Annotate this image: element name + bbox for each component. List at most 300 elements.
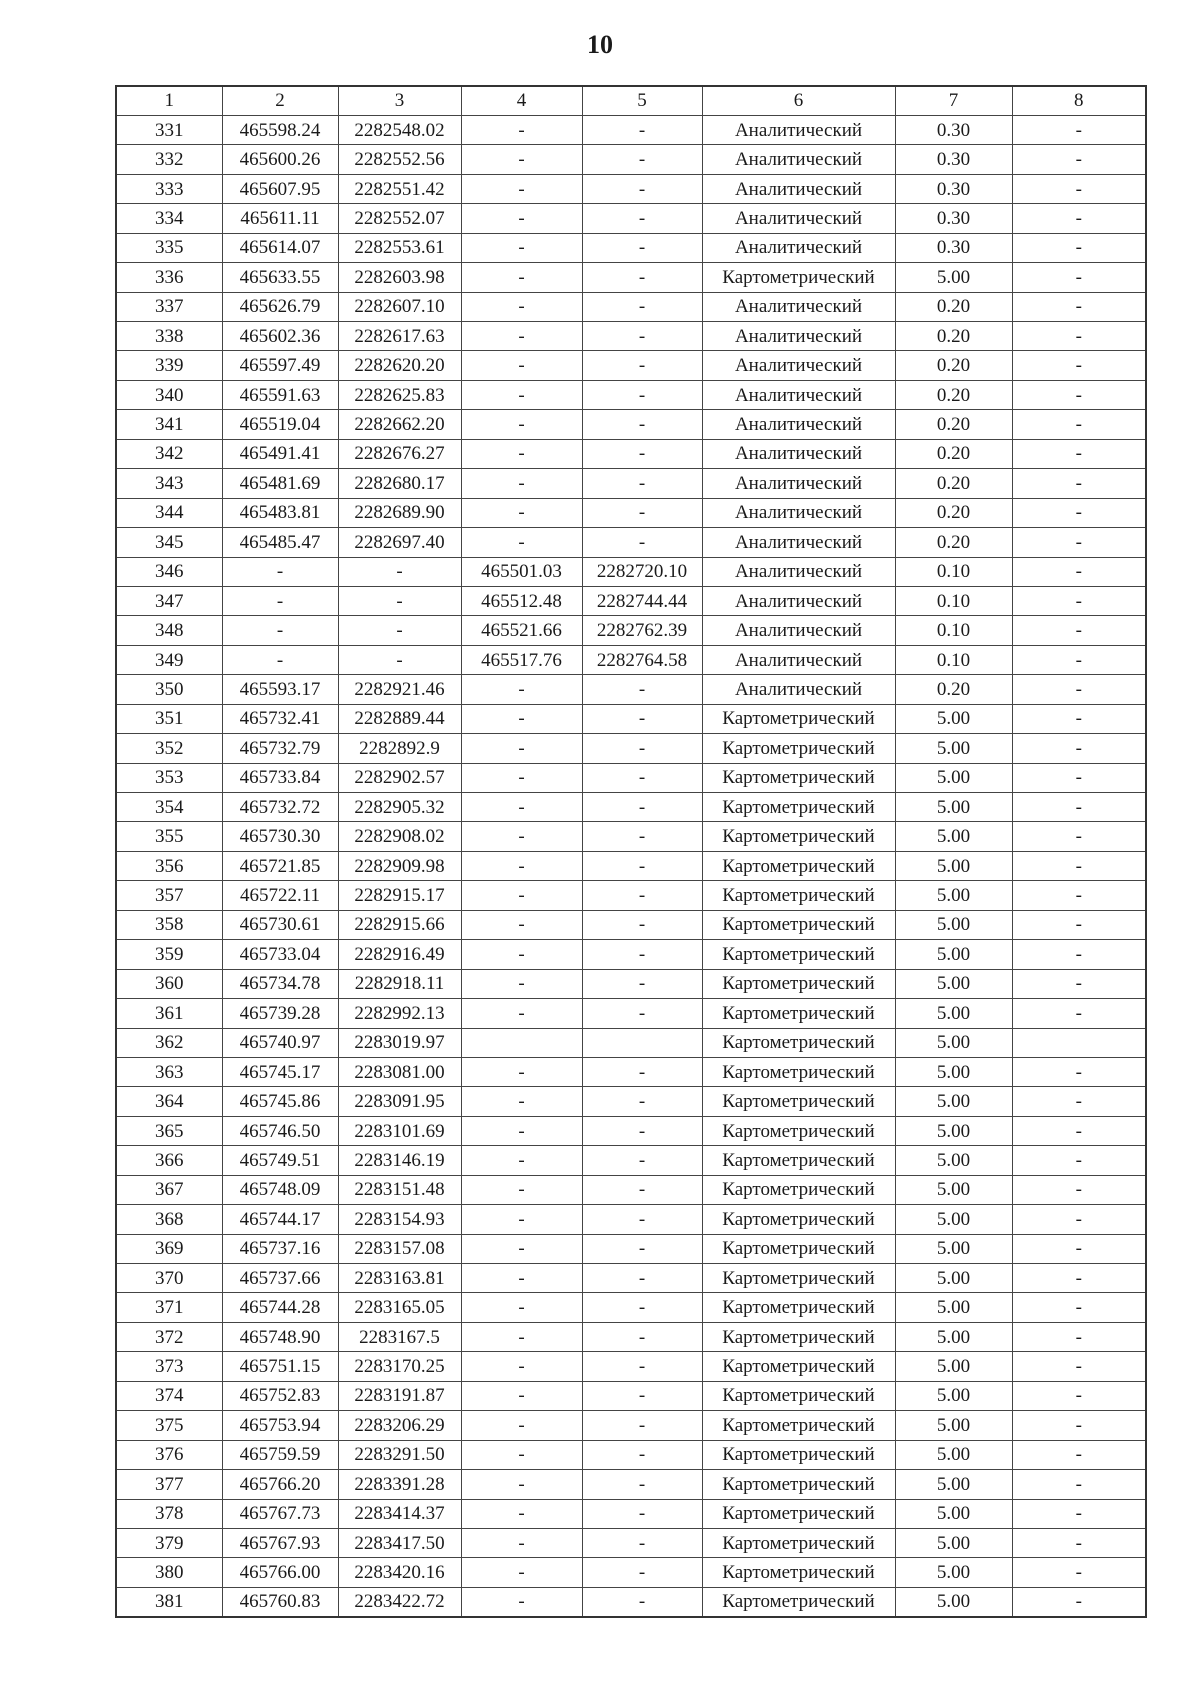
table-cell: 465732.79 [222, 734, 338, 763]
table-cell: 2283420.16 [338, 1558, 461, 1587]
table-cell: - [222, 645, 338, 674]
table-row [116, 822, 1146, 851]
table-cell: - [1012, 528, 1146, 557]
table-cell: - [582, 1528, 702, 1557]
table-cell: 0.30 [895, 115, 1012, 144]
table-row [116, 940, 1146, 969]
table-cell: - [582, 1470, 702, 1499]
table-cell: Аналитический [702, 380, 895, 409]
table-cell: 0.20 [895, 351, 1012, 380]
table-row [116, 1146, 1146, 1175]
table-cell: - [582, 1411, 702, 1440]
table-cell: - [1012, 763, 1146, 792]
table-cell: 465748.90 [222, 1322, 338, 1351]
table-cell: - [1012, 1528, 1146, 1557]
table-cell: 465633.55 [222, 263, 338, 292]
table-cell: - [582, 233, 702, 262]
table-cell: - [1012, 439, 1146, 468]
table-cell: 5.00 [895, 1528, 1012, 1557]
table-cell: Аналитический [702, 233, 895, 262]
table-cell: - [1012, 115, 1146, 144]
table-row [116, 528, 1146, 557]
table-cell: 5.00 [895, 1322, 1012, 1351]
table-cell: Картометрический [702, 940, 895, 969]
table-cell: 0.30 [895, 204, 1012, 233]
table-cell: - [461, 1352, 582, 1381]
table-cell: 369 [116, 1234, 222, 1263]
table-cell: 465767.73 [222, 1499, 338, 1528]
table-cell: - [582, 999, 702, 1028]
table-cell: - [582, 734, 702, 763]
table-cell: - [461, 469, 582, 498]
table-row [116, 498, 1146, 527]
table-cell: - [1012, 734, 1146, 763]
table-cell: - [461, 1322, 582, 1351]
table-cell: 0.10 [895, 557, 1012, 586]
table-cell: - [461, 439, 582, 468]
table-cell: Аналитический [702, 322, 895, 351]
table-cell: 341 [116, 410, 222, 439]
table-cell: - [461, 1558, 582, 1587]
table-cell: 2283414.37 [338, 1499, 461, 1528]
table-cell: - [1012, 204, 1146, 233]
table-row [116, 174, 1146, 203]
table-cell: - [1012, 1587, 1146, 1616]
table-row [116, 645, 1146, 674]
column-header: 4 [461, 86, 582, 115]
table-row [116, 1116, 1146, 1145]
table-cell: - [1012, 469, 1146, 498]
table-cell: 0.30 [895, 233, 1012, 262]
table-cell: 362 [116, 1028, 222, 1057]
table-cell: - [461, 1175, 582, 1204]
table-cell: 5.00 [895, 969, 1012, 998]
table-cell: - [1012, 263, 1146, 292]
table-cell: Аналитический [702, 115, 895, 144]
table-cell: - [1012, 1057, 1146, 1086]
table-cell: 372 [116, 1322, 222, 1351]
table-cell: 337 [116, 292, 222, 321]
table-cell: Аналитический [702, 439, 895, 468]
table-cell: - [1012, 793, 1146, 822]
table-cell: 349 [116, 645, 222, 674]
table-cell: - [461, 351, 582, 380]
table-cell: - [582, 1558, 702, 1587]
table-cell: 2282915.66 [338, 910, 461, 939]
table-cell: 366 [116, 1146, 222, 1175]
table-cell: - [1012, 380, 1146, 409]
table-cell: - [582, 380, 702, 409]
table-cell: 365 [116, 1116, 222, 1145]
table-header-row [116, 86, 1146, 115]
table-cell: - [461, 1470, 582, 1499]
table-cell: - [582, 292, 702, 321]
table-cell: 5.00 [895, 1293, 1012, 1322]
table-cell: - [582, 439, 702, 468]
table-cell: - [461, 763, 582, 792]
table-cell: Картометрический [702, 1322, 895, 1351]
table-row [116, 292, 1146, 321]
table-cell: 465766.20 [222, 1470, 338, 1499]
table-cell: 371 [116, 1293, 222, 1322]
table-cell: - [582, 528, 702, 557]
table-row [116, 557, 1146, 586]
table-cell: Аналитический [702, 616, 895, 645]
table-cell: 0.20 [895, 292, 1012, 321]
table-cell: 465600.26 [222, 145, 338, 174]
table-cell: 2282680.17 [338, 469, 461, 498]
table-cell: - [582, 910, 702, 939]
table-cell: 367 [116, 1175, 222, 1204]
table-cell: - [1012, 704, 1146, 733]
table-cell: Картометрический [702, 1087, 895, 1116]
table-cell: Аналитический [702, 498, 895, 527]
table-cell: 5.00 [895, 1587, 1012, 1616]
table-cell: Картометрический [702, 999, 895, 1028]
table-row [116, 969, 1146, 998]
coordinates-table-container [115, 85, 1147, 1618]
table-cell: 2283170.25 [338, 1352, 461, 1381]
table-cell: 5.00 [895, 704, 1012, 733]
table-cell: 0.20 [895, 498, 1012, 527]
table-cell: 2282902.57 [338, 763, 461, 792]
table-cell: 465737.16 [222, 1234, 338, 1263]
table-cell: - [338, 557, 461, 586]
table-cell: 465598.24 [222, 115, 338, 144]
table-cell: 352 [116, 734, 222, 763]
table-cell: - [582, 1293, 702, 1322]
table-body [116, 115, 1146, 1616]
column-header: 8 [1012, 86, 1146, 115]
table-cell: Картометрический [702, 704, 895, 733]
table-cell: 5.00 [895, 793, 1012, 822]
table-cell: 343 [116, 469, 222, 498]
table-cell: - [582, 1057, 702, 1086]
table-cell: - [461, 910, 582, 939]
table-cell: 0.20 [895, 322, 1012, 351]
table-cell: 2282918.11 [338, 969, 461, 998]
table-cell: - [1012, 1352, 1146, 1381]
table-cell: Картометрический [702, 1205, 895, 1234]
table-cell: - [1012, 1322, 1146, 1351]
table-cell: - [1012, 940, 1146, 969]
table-cell: 380 [116, 1558, 222, 1587]
table-row [116, 233, 1146, 262]
table-cell: 465614.07 [222, 233, 338, 262]
table-cell: - [461, 174, 582, 203]
table-cell: 363 [116, 1057, 222, 1086]
table-cell: - [1012, 322, 1146, 351]
table-row [116, 1264, 1146, 1293]
table-cell: - [1012, 1411, 1146, 1440]
table-cell: 465752.83 [222, 1381, 338, 1410]
table-cell: - [461, 1234, 582, 1263]
column-header: 5 [582, 86, 702, 115]
table-cell: Картометрический [702, 1558, 895, 1587]
table-cell: - [1012, 1205, 1146, 1234]
table-cell: 2283417.50 [338, 1528, 461, 1557]
table-row [116, 763, 1146, 792]
table-cell: Аналитический [702, 557, 895, 586]
table-cell: - [582, 1175, 702, 1204]
table-cell: 465485.47 [222, 528, 338, 557]
table-cell: Картометрический [702, 793, 895, 822]
table-cell: 5.00 [895, 1116, 1012, 1145]
table-cell: 359 [116, 940, 222, 969]
table-cell: - [461, 969, 582, 998]
table-cell: 356 [116, 851, 222, 880]
table-cell: 465749.51 [222, 1146, 338, 1175]
column-header: 1 [116, 86, 222, 115]
table-cell: - [461, 1381, 582, 1410]
table-cell: 2283167.5 [338, 1322, 461, 1351]
table-row [116, 851, 1146, 880]
table-row [116, 1028, 1146, 1057]
table-cell: 465593.17 [222, 675, 338, 704]
table-cell: - [461, 292, 582, 321]
table-cell: Картометрический [702, 734, 895, 763]
table-cell: 5.00 [895, 1175, 1012, 1204]
table-cell: 465744.17 [222, 1205, 338, 1234]
table-cell: - [1012, 969, 1146, 998]
table-cell: 2282552.56 [338, 145, 461, 174]
table-row [116, 1528, 1146, 1557]
table-cell: Картометрический [702, 1057, 895, 1086]
table-cell: Картометрический [702, 969, 895, 998]
table-cell: Картометрический [702, 1264, 895, 1293]
table-cell: 2282689.90 [338, 498, 461, 527]
table-cell: 465748.09 [222, 1175, 338, 1204]
table-cell: 2283157.08 [338, 1234, 461, 1263]
table-cell: 2283163.81 [338, 1264, 461, 1293]
table-cell: 336 [116, 263, 222, 292]
table-cell: Картометрический [702, 822, 895, 851]
table-cell: 368 [116, 1205, 222, 1234]
table-cell: - [582, 204, 702, 233]
table-cell: - [582, 851, 702, 880]
table-cell: 465730.30 [222, 822, 338, 851]
table-cell [1012, 1028, 1146, 1057]
table-cell: 465483.81 [222, 498, 338, 527]
table-cell: 374 [116, 1381, 222, 1410]
table-cell: - [338, 645, 461, 674]
table-cell: - [582, 1087, 702, 1116]
table-row [116, 263, 1146, 292]
table-cell: 465732.72 [222, 793, 338, 822]
table-cell: 5.00 [895, 1411, 1012, 1440]
table-cell: 2282921.46 [338, 675, 461, 704]
coordinates-table [115, 85, 1147, 1618]
table-cell: 465740.97 [222, 1028, 338, 1057]
table-cell: 0.20 [895, 380, 1012, 409]
table-cell: - [1012, 233, 1146, 262]
table-cell: Аналитический [702, 145, 895, 174]
table-cell: 2282720.10 [582, 557, 702, 586]
table-cell: - [582, 351, 702, 380]
table-cell: Картометрический [702, 1381, 895, 1410]
table-cell: - [461, 999, 582, 1028]
table-cell: Картометрический [702, 1587, 895, 1616]
table-cell: - [338, 616, 461, 645]
table-cell: 2282762.39 [582, 616, 702, 645]
table-cell: 2283151.48 [338, 1175, 461, 1204]
table-cell: - [1012, 498, 1146, 527]
table-cell: - [461, 1499, 582, 1528]
table-cell: Картометрический [702, 1528, 895, 1557]
table-cell: 0.20 [895, 439, 1012, 468]
table-cell: 358 [116, 910, 222, 939]
table-row [116, 616, 1146, 645]
table-cell: 465751.15 [222, 1352, 338, 1381]
table-row [116, 351, 1146, 380]
table-cell: Аналитический [702, 292, 895, 321]
table-cell: 2282548.02 [338, 115, 461, 144]
table-row [116, 586, 1146, 615]
table-cell: - [1012, 1116, 1146, 1145]
table-cell: 465744.28 [222, 1293, 338, 1322]
table-cell: - [461, 940, 582, 969]
table-cell: Картометрический [702, 1234, 895, 1263]
table-row [116, 1057, 1146, 1086]
table-row [116, 469, 1146, 498]
table-cell: Картометрический [702, 763, 895, 792]
table-cell: 465746.50 [222, 1116, 338, 1145]
table-cell: 379 [116, 1528, 222, 1557]
table-cell: - [1012, 1558, 1146, 1587]
table-cell: Картометрический [702, 1175, 895, 1204]
table-cell: - [338, 586, 461, 615]
table-cell: - [461, 1205, 582, 1234]
table-cell: - [582, 675, 702, 704]
table-cell: - [582, 174, 702, 203]
table-cell: 465491.41 [222, 439, 338, 468]
table-row [116, 322, 1146, 351]
table-cell: 2282617.63 [338, 322, 461, 351]
table-cell: 340 [116, 380, 222, 409]
table-cell: 2282697.40 [338, 528, 461, 557]
table-cell: 2282915.17 [338, 881, 461, 910]
table-cell: - [582, 822, 702, 851]
table-cell: - [1012, 586, 1146, 615]
table-cell: - [461, 793, 582, 822]
table-row [116, 1322, 1146, 1351]
table-cell: 2282992.13 [338, 999, 461, 1028]
column-header: 2 [222, 86, 338, 115]
table-cell: 355 [116, 822, 222, 851]
table-cell: - [582, 1116, 702, 1145]
table-cell: - [222, 616, 338, 645]
table-cell: Картометрический [702, 1116, 895, 1145]
table-cell: - [461, 822, 582, 851]
table-row [116, 1352, 1146, 1381]
table-cell: - [461, 498, 582, 527]
table-cell: 465767.93 [222, 1528, 338, 1557]
table-cell: - [461, 1057, 582, 1086]
table-cell: - [582, 1499, 702, 1528]
table-cell: 2282625.83 [338, 380, 461, 409]
table-cell: 465591.63 [222, 380, 338, 409]
table-cell: 5.00 [895, 734, 1012, 763]
table-cell: 353 [116, 763, 222, 792]
table-cell: - [582, 263, 702, 292]
table-cell: 2283206.29 [338, 1411, 461, 1440]
table-cell: 5.00 [895, 1264, 1012, 1293]
table-cell: 5.00 [895, 1234, 1012, 1263]
table-cell: 5.00 [895, 940, 1012, 969]
table-cell: 465517.76 [461, 645, 582, 674]
column-header: 7 [895, 86, 1012, 115]
table-cell: 5.00 [895, 1146, 1012, 1175]
table-cell: - [461, 380, 582, 409]
table-cell: - [582, 940, 702, 969]
table-row [116, 793, 1146, 822]
table-cell: - [1012, 1440, 1146, 1469]
table-cell: - [582, 1381, 702, 1410]
table-cell: - [461, 115, 582, 144]
table-cell: 5.00 [895, 1087, 1012, 1116]
table-cell: - [1012, 1381, 1146, 1410]
table-cell: 2283291.50 [338, 1440, 461, 1469]
table-cell: 0.30 [895, 145, 1012, 174]
table-cell [461, 1028, 582, 1057]
table-cell: 334 [116, 204, 222, 233]
table-cell: 381 [116, 1587, 222, 1616]
table-cell: 0.20 [895, 675, 1012, 704]
table-cell: 2283019.97 [338, 1028, 461, 1057]
table-cell: - [222, 557, 338, 586]
table-cell: - [582, 1322, 702, 1351]
table-cell: 465760.83 [222, 1587, 338, 1616]
table-row [116, 1411, 1146, 1440]
table-cell: - [582, 322, 702, 351]
table-cell: 465733.04 [222, 940, 338, 969]
table-row [116, 204, 1146, 233]
table-cell: - [461, 881, 582, 910]
table-cell: 354 [116, 793, 222, 822]
table-row [116, 734, 1146, 763]
table-cell: - [1012, 1499, 1146, 1528]
table-cell: Картометрический [702, 1146, 895, 1175]
table-cell: - [1012, 1175, 1146, 1204]
table-cell: 373 [116, 1352, 222, 1381]
table-cell: Картометрический [702, 263, 895, 292]
table-cell: Картометрический [702, 1499, 895, 1528]
table-cell: - [461, 233, 582, 262]
table-cell: 465737.66 [222, 1264, 338, 1293]
table-cell: 376 [116, 1440, 222, 1469]
table-cell: - [582, 969, 702, 998]
table-cell: 375 [116, 1411, 222, 1440]
table-cell: 0.10 [895, 616, 1012, 645]
table-cell: - [461, 851, 582, 880]
table-cell: - [1012, 1293, 1146, 1322]
table-row [116, 1440, 1146, 1469]
table-cell: 344 [116, 498, 222, 527]
table-row [116, 1087, 1146, 1116]
table-cell: Аналитический [702, 586, 895, 615]
table-cell: 2283146.19 [338, 1146, 461, 1175]
table-cell: 370 [116, 1264, 222, 1293]
table-cell: - [1012, 410, 1146, 439]
table-row [116, 1175, 1146, 1204]
table-row [116, 439, 1146, 468]
table-cell: - [582, 115, 702, 144]
table-cell: 5.00 [895, 1381, 1012, 1410]
table-cell: 347 [116, 586, 222, 615]
table-cell: - [461, 145, 582, 174]
table-cell: - [1012, 1146, 1146, 1175]
table-cell: 465745.17 [222, 1057, 338, 1086]
